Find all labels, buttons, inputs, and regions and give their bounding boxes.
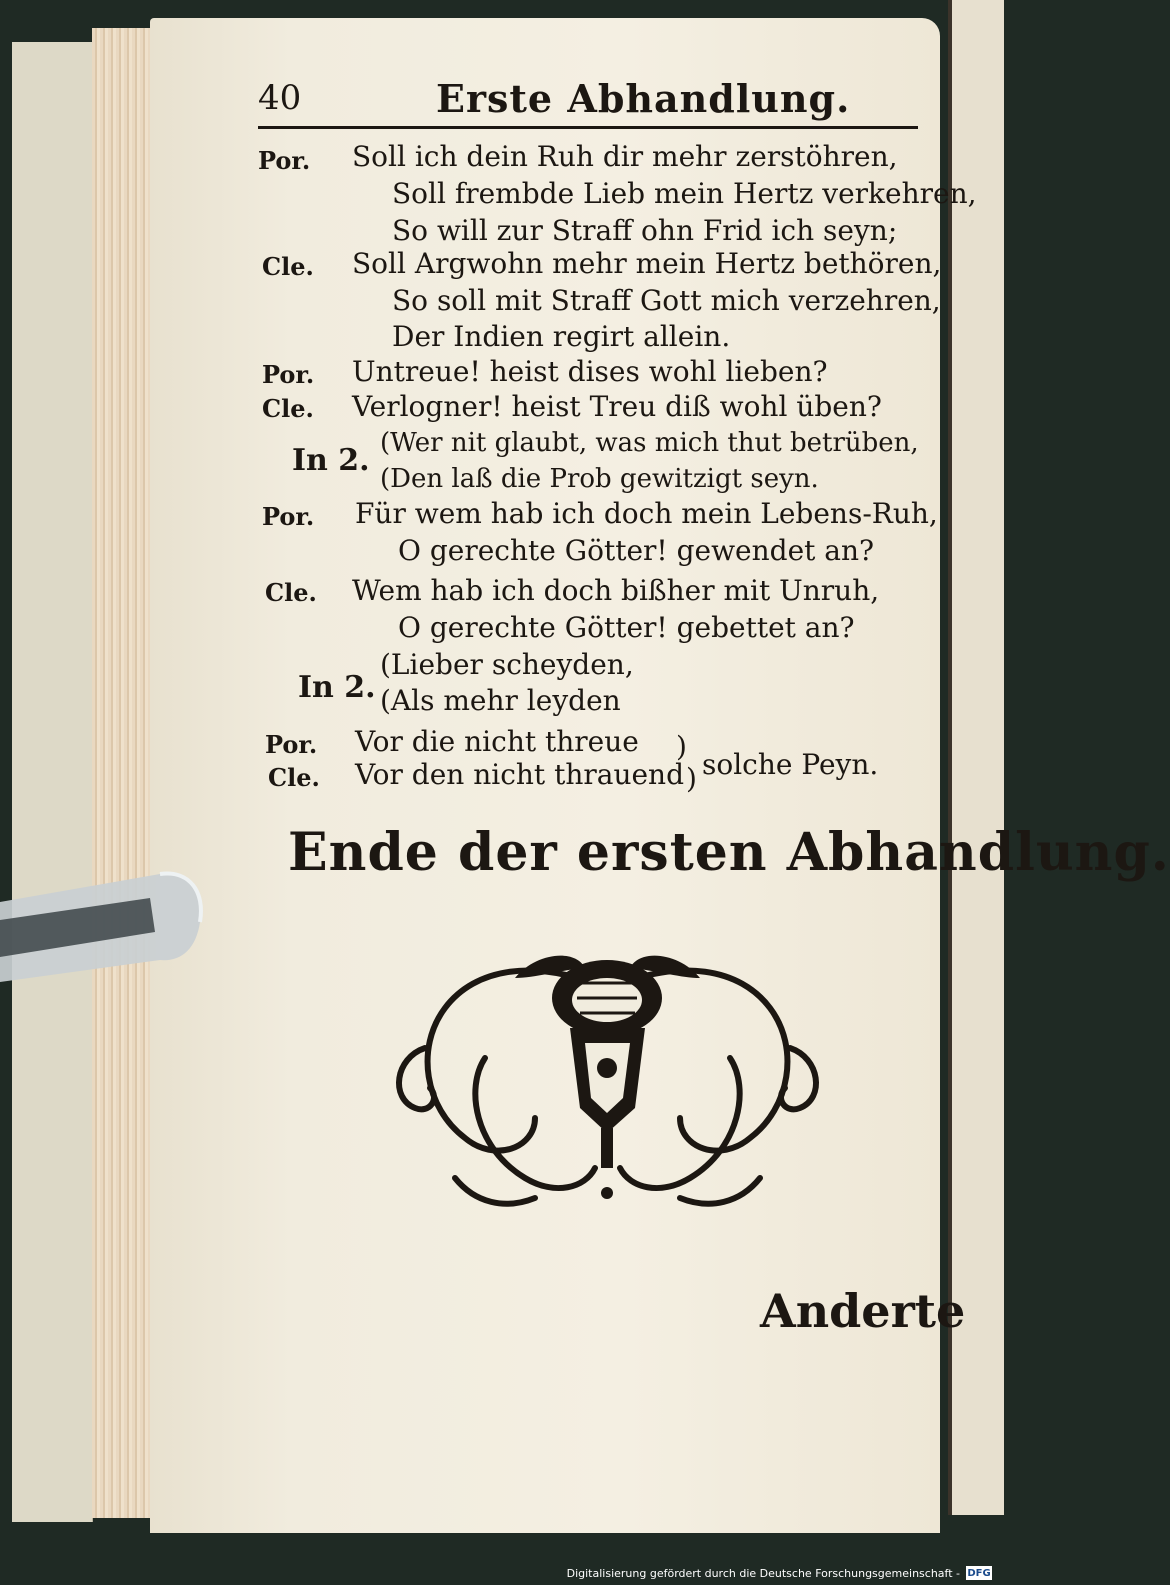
verse-line: (Lieber scheyden, — [380, 648, 634, 681]
speaker-label: Por. — [258, 146, 311, 175]
verse-line: Untreue! heist dises wohl lieben? — [352, 355, 828, 388]
verse-line: Verlogner! heist Treu diß wohl üben? — [352, 390, 882, 423]
speaker-label: Cle. — [262, 394, 314, 423]
verse-line: So soll mit Straff Gott mich verzehren, — [392, 284, 941, 317]
book-cover-edge — [12, 42, 93, 1522]
speaker-label: Por. — [262, 502, 315, 531]
funding-credit: Digitalisierung gefördert durch die Deutsche Forschungsgemeinschaft - — [566, 1566, 960, 1580]
verse-line: Für wem hab ich doch mein Lebens-Ruh, — [355, 497, 938, 530]
closing-bracket: ) — [676, 730, 687, 763]
verse-line: (Den laß die Prob gewitzigt seyn. — [380, 464, 819, 494]
verse-line: Soll frembde Lieb mein Hertz verkehren, — [392, 177, 977, 210]
closing-bracket: ) — [686, 762, 697, 795]
page-number: 40 — [258, 78, 302, 118]
both-speakers-label: In 2. — [298, 670, 376, 705]
speaker-label: Por. — [262, 360, 315, 389]
speaker-label: Cle. — [268, 763, 320, 792]
page-edges — [92, 28, 152, 1518]
speaker-label: Cle. — [262, 252, 314, 281]
verse-line: O gerechte Götter! gebettet an? — [398, 611, 855, 644]
verse-line: Der Indien regirt allein. — [392, 320, 731, 353]
catchword: Anderte — [760, 1284, 966, 1338]
verse-line: (Als mehr leyden — [380, 684, 621, 717]
dfg-logo: DFG — [967, 1567, 991, 1579]
verse-line: O gerechte Götter! gewendet an? — [398, 534, 875, 567]
verse-line: Vor die nicht threue — [355, 725, 639, 758]
ornament-vignette — [385, 948, 830, 1228]
digitization-footer — [567, 1563, 992, 1583]
verse-line: (Wer nit glaubt, was mich thut betrüben, — [380, 428, 919, 458]
running-head: Erste Abhandlung. — [436, 76, 851, 121]
speaker-label: Cle. — [265, 578, 317, 607]
shared-ending: solche Peyn. — [702, 748, 879, 781]
both-speakers-label: In 2. — [292, 443, 370, 478]
verse-line: So will zur Straff ohn Frid ich seyn; — [392, 214, 898, 247]
header-rule — [258, 126, 918, 129]
verse-line: Vor den nicht thrauend — [355, 758, 684, 791]
verse-line: Wem hab ich doch bißher mit Unruh, — [352, 574, 880, 607]
verse-line: Soll Argwohn mehr mein Hertz bethören, — [352, 247, 942, 280]
speaker-label: Por. — [265, 730, 318, 759]
end-title: Ende der ersten Abhandlung. — [288, 822, 1170, 883]
page-holder-ruler — [0, 862, 205, 992]
verse-line: Soll ich dein Ruh dir mehr zerstöhren, — [352, 140, 898, 173]
page-header — [258, 78, 918, 126]
